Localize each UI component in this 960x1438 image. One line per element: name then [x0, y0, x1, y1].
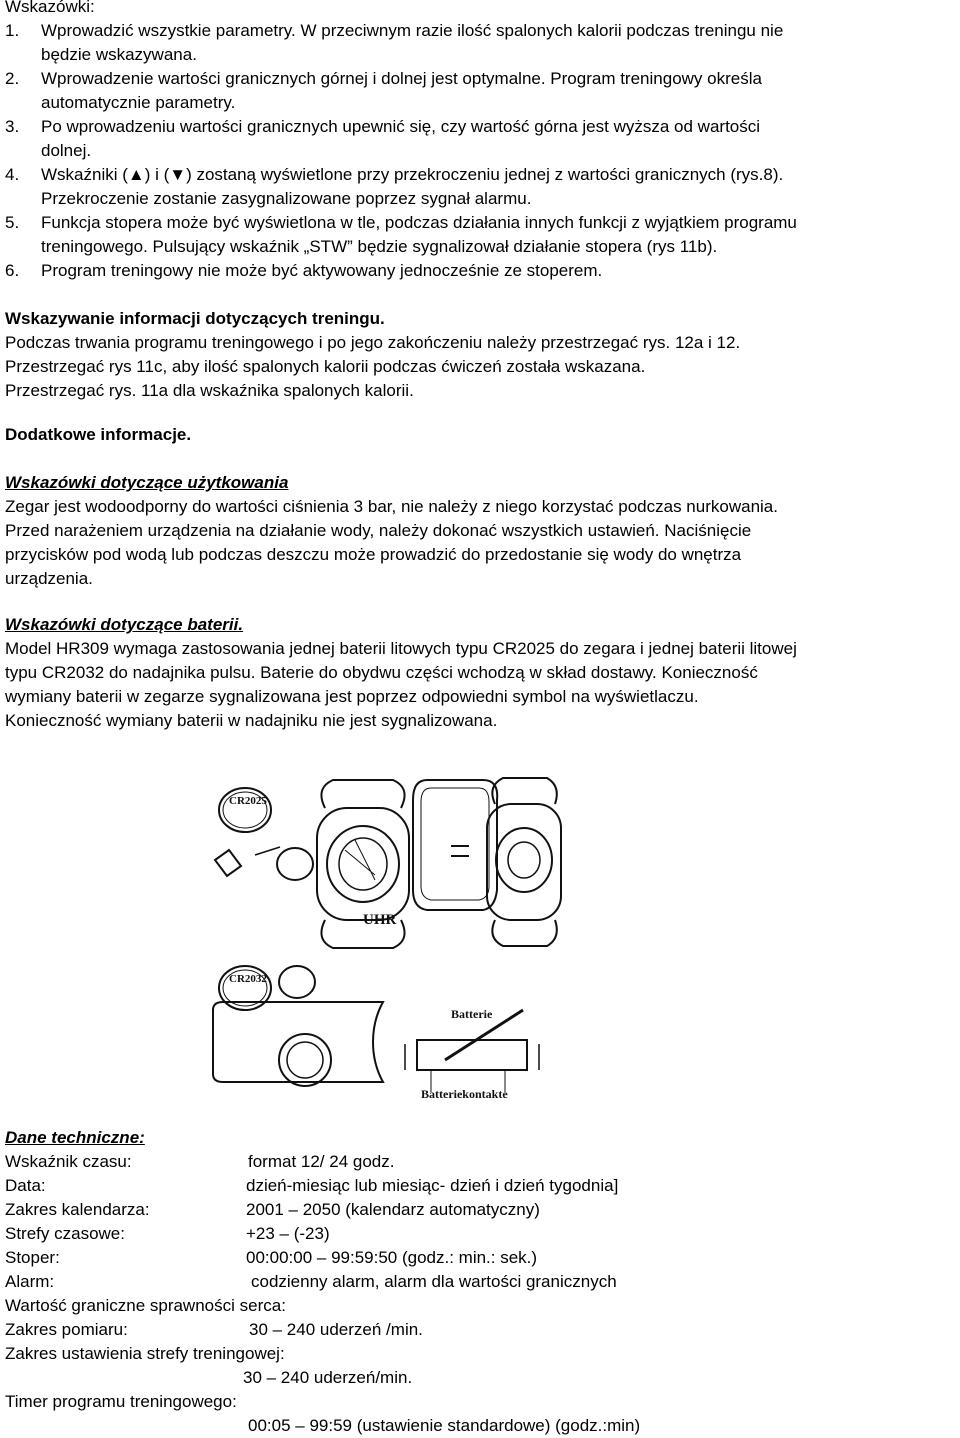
spec-value-stopwatch: 00:00:00 – 99:59:50 (godz.: min.: sek.)	[246, 1248, 538, 1267]
watch-assembled-icon	[487, 778, 561, 946]
spec-value-alarm: codzienny alarm, alarm dla wartości granicznych	[251, 1272, 617, 1291]
usage-line-3: przycisków pod wodą lub podczas deszczu może prowadzić do przedostanie się wody do wnętrza	[5, 545, 742, 564]
specs-heading: Dane techniczne:	[5, 1128, 145, 1147]
spec-label-stopwatch: Stoper:	[5, 1248, 60, 1267]
tip-6-number: 6.	[5, 261, 20, 280]
tip-4-number: 4.	[5, 165, 20, 184]
battery-cover-icon	[215, 847, 313, 880]
tip-1-line-2: będzie wskazywana.	[41, 45, 197, 64]
tip-5-line-2: treningowego. Pulsujący wskaźnik „STW” będzie sygnalizował działanie stopera (rys 11b).	[41, 237, 718, 256]
spec-label-calendar: Zakres kalendarza:	[5, 1200, 150, 1219]
tip-3-line-1: Po wprowadzeniu wartości granicznych upewnić się, czy wartość górna jest wyższa od wartości	[41, 117, 761, 136]
spec-label-alarm: Alarm:	[5, 1272, 55, 1291]
battery-insertion-icon	[405, 1010, 539, 1092]
spec-value-measure-range: 30 – 240 uderzeń /min.	[249, 1320, 423, 1339]
tip-1-number: 1.	[5, 21, 20, 40]
battery-line-4: Konieczność wymiany baterii w nadajniku nie jest sygnalizowana.	[5, 711, 498, 730]
tip-6-line-1: Program treningowy nie może być aktywowany jednocześnie ze stoperem.	[41, 261, 603, 280]
spec-value-timezones: +23 – (-23)	[246, 1224, 330, 1243]
battery-heading: Wskazówki dotyczące baterii.	[5, 615, 244, 634]
training-line-1: Podczas trwania programu treningowego i po jego zakończeniu należy przestrzegać rys. 12a i 12.	[5, 333, 741, 352]
spec-label-zone-range: Zakres ustawienia strefy treningowej:	[5, 1344, 285, 1363]
spec-label-timezones: Strefy czasowe:	[5, 1224, 125, 1243]
battery-line-3: wymiany baterii w zegarze sygnalizowana jest poprzez odpowiedni symbol na wyświetlaczu.	[5, 687, 699, 706]
tip-5-number: 5.	[5, 213, 20, 232]
spec-value-calendar: 2001 – 2050 (kalendarz automatyczny)	[246, 1200, 540, 1219]
spec-label-measure-range: Zakres pomiaru:	[5, 1320, 128, 1339]
tip-3-line-2: dolnej.	[41, 141, 92, 160]
battery-line-1: Model HR309 wymaga zastosowania jednej baterii litowych typu CR2025 do zegara i jednej baterii litowej	[5, 639, 797, 658]
batterie-label: Batterie	[451, 1007, 493, 1021]
usage-line-2: Przed narażeniem urządzenia na działanie wody, należy dokonać wszystkich ustawień. Naciśnięcie	[5, 521, 752, 540]
tip-1-line-1: Wprowadzić wszystkie parametry. W przeciwnym razie ilość spalonych kalorii podczas treningu nie	[41, 21, 784, 40]
spec-value-date: dzień-miesiąc lub miesiąc- dzień i dzień tygodnia]	[246, 1176, 619, 1195]
batteriekontakte-label: Batteriekontakte	[421, 1087, 508, 1101]
tip-4-line-2: Przekroczenie zostanie zasygnalizowane poprzez sygnał alarmu.	[41, 189, 532, 208]
cr2025-label: CR2025	[229, 795, 267, 807]
tip-2-line-2: automatycznie parametry.	[41, 93, 236, 112]
usage-heading: Wskazówki dotyczące użytkowania	[5, 473, 289, 492]
battery-line-2: typu CR2032 do nadajnika pulsu. Baterie do obydwu części wchodzą w skład dostawy. Konieczność	[5, 663, 758, 682]
usage-line-4: urządzenia.	[5, 569, 93, 588]
uhr-label: UHR	[363, 912, 397, 928]
tip-3-number: 3.	[5, 117, 20, 136]
spec-label-date: Data:	[5, 1176, 46, 1195]
training-line-3: Przestrzegać rys. 11a dla wskaźnika spalonych kalorii.	[5, 381, 414, 400]
additional-heading: Dodatkowe informacje.	[5, 425, 192, 444]
spec-value-timer: 00:05 – 99:59 (ustawienie standardowe) (godz.:min)	[248, 1416, 641, 1435]
spec-label-time: Wskaźnik czasu:	[5, 1152, 132, 1171]
spec-label-timer: Timer programu treningowego:	[5, 1392, 237, 1411]
spec-label-heart-limits: Wartość graniczne sprawności serca:	[5, 1296, 286, 1315]
spec-value-zone-range: 30 – 240 uderzeń/min.	[243, 1368, 413, 1387]
tip-2-line-1: Wprowadzenie wartości granicznych górnej i dolnej jest optymalne. Program treningowy określa	[41, 69, 762, 88]
cr2032-label: CR2032	[229, 973, 267, 985]
tip-4-line-1: Wskaźniki (▲) i (▼) zostaną wyświetlone przy przekroczeniu jednej z wartości granicznych (rys.8).	[41, 165, 784, 184]
tip-2-number: 2.	[5, 69, 20, 88]
tips-heading: Wskazówki:	[5, 0, 95, 16]
equals-sign-icon	[451, 846, 469, 856]
training-line-2: Przestrzegać rys 11c, aby ilość spalonych kalorii podczas ćwiczeń została wskazana.	[5, 357, 646, 376]
battery-illustration	[205, 760, 565, 1105]
training-heading: Wskazywanie informacji dotyczących treningu.	[5, 309, 385, 328]
usage-line-1: Zegar jest wodoodporny do wartości ciśnienia 3 bar, nie należy z niego korzystać podczas nurkowania.	[5, 497, 778, 516]
spec-value-time: format 12/ 24 godz.	[248, 1152, 395, 1171]
tip-5-line-1: Funkcja stopera może być wyświetlona w tle, podczas działania innych funkcji z wyjątkiem programu	[41, 213, 797, 232]
